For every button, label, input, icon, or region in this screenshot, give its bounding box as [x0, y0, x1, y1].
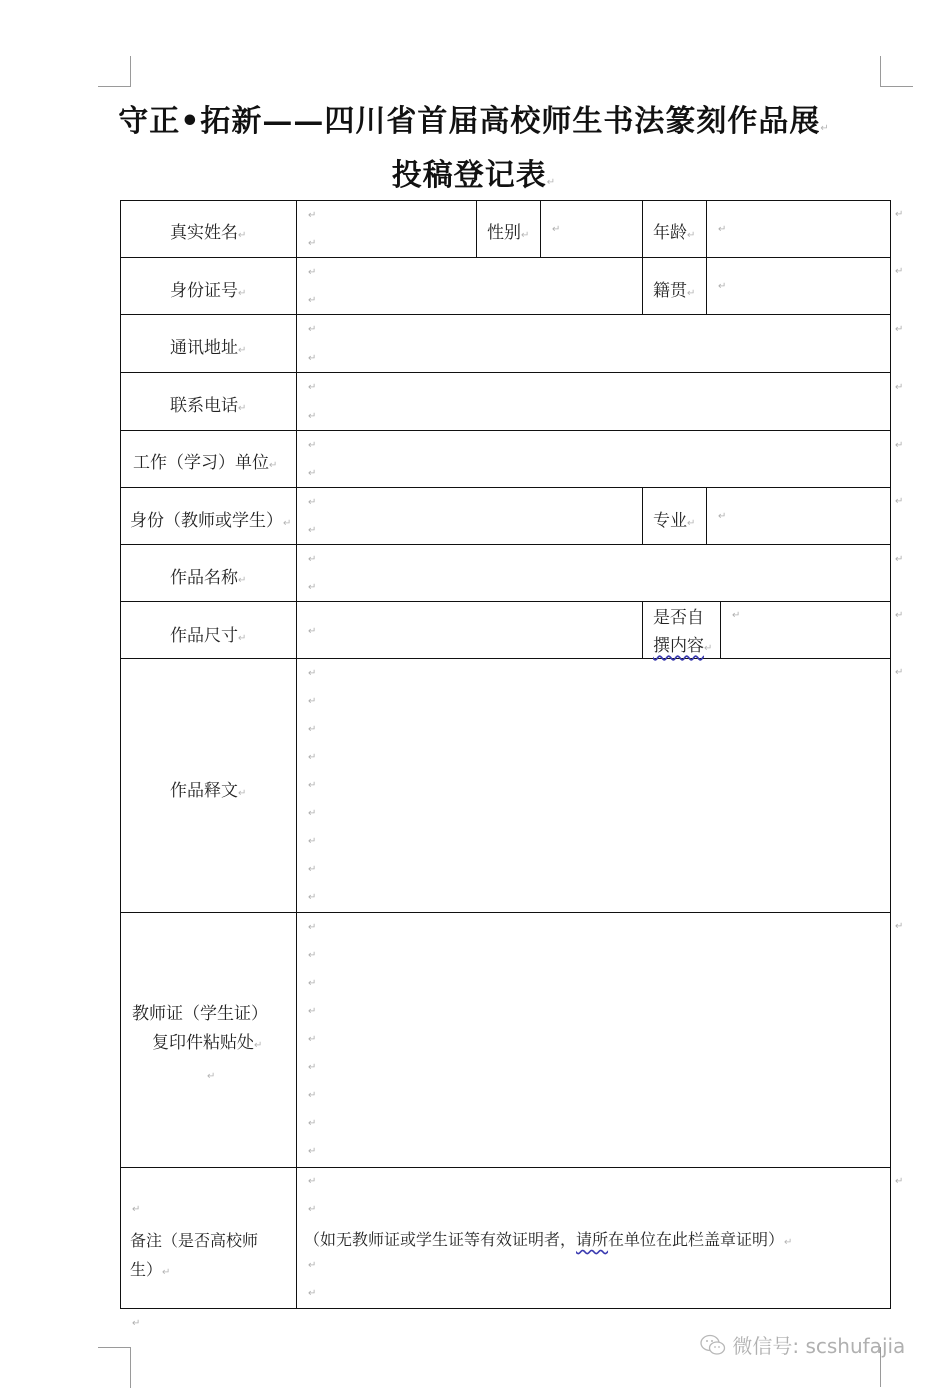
paragraph-mark: ↵	[308, 497, 317, 508]
paragraph-mark: ↵	[308, 1146, 317, 1157]
row-end-mark: ↵	[895, 324, 904, 335]
row-end-mark: ↵	[895, 496, 904, 507]
row-end-mark: ↵	[895, 554, 904, 565]
label-gender: 性别↵	[487, 223, 530, 243]
row-end-mark: ↵	[895, 440, 904, 451]
label-native-place: 籍贯↵	[653, 281, 696, 301]
paragraph-mark: ↵	[308, 668, 317, 679]
paragraph-mark: ↵	[308, 324, 317, 335]
paragraph-mark: ↵	[308, 1062, 317, 1073]
paragraph-mark: ↵	[308, 382, 317, 393]
paragraph-mark: ↵	[308, 554, 317, 565]
paragraph-mark: ↵	[308, 238, 317, 249]
paragraph-mark: ↵	[308, 1204, 317, 1215]
id-number-input[interactable]	[297, 258, 642, 314]
paragraph-mark: ↵	[308, 440, 317, 451]
transcription-textarea[interactable]	[297, 659, 890, 912]
paragraph-mark: ↵	[308, 411, 317, 422]
phone-input[interactable]	[297, 373, 890, 430]
paragraph-mark: ↵	[132, 1318, 141, 1329]
label-certificate-copy: 教师证（学生证） 复印件粘贴处↵ ↵	[132, 1004, 268, 1082]
paragraph-mark: ↵	[308, 525, 317, 536]
paragraph-mark: ↵	[308, 295, 317, 306]
paragraph-mark: ↵	[308, 1034, 317, 1045]
paragraph-mark: ↵	[308, 1090, 317, 1101]
paragraph-mark: ↵	[308, 267, 317, 278]
row-end-mark: ↵	[895, 266, 904, 277]
work-title-input[interactable]	[297, 545, 890, 601]
label-major: 专业↵	[653, 511, 696, 531]
paragraph-mark: ↵	[718, 511, 727, 522]
label-work-title: 作品名称↵	[170, 568, 247, 588]
paragraph-mark: ↵	[308, 922, 317, 933]
row-end-mark: ↵	[895, 382, 904, 393]
paragraph-mark: ↵	[308, 752, 317, 763]
major-input[interactable]	[707, 488, 890, 544]
crop-mark-top-left	[98, 56, 131, 87]
paragraph-mark: ↵	[718, 281, 727, 292]
paragraph-mark: ↵	[308, 468, 317, 479]
paragraph-mark: ↵	[308, 696, 317, 707]
paragraph-mark: ↵	[308, 626, 317, 637]
paragraph-mark: ↵	[308, 1176, 317, 1187]
paragraph-mark: ↵	[308, 864, 317, 875]
paragraph-mark: ↵	[308, 836, 317, 847]
label-work-unit: 工作（学习）单位↵	[133, 453, 278, 473]
label-real-name: 真实姓名↵	[170, 223, 247, 243]
label-self-composed: 是否自 撰内容↵	[653, 608, 713, 656]
paragraph-mark: ↵	[308, 1006, 317, 1017]
row-end-mark: ↵	[895, 667, 904, 678]
crop-mark-bottom-left	[98, 1347, 131, 1388]
label-age: 年龄↵	[653, 223, 696, 243]
label-transcription: 作品释文↵	[170, 781, 247, 801]
label-remarks: 备注（是否高校师 生）↵	[130, 1231, 259, 1279]
identity-input[interactable]	[297, 488, 642, 544]
wechat-icon	[700, 1334, 726, 1361]
paragraph-mark: ↵	[308, 582, 317, 593]
paragraph-mark: ↵	[308, 892, 317, 903]
paragraph-mark: ↵	[132, 1204, 141, 1215]
label-identity: 身份（教师或学生）↵	[130, 511, 292, 531]
certificate-paste-area[interactable]	[297, 913, 890, 1167]
row-end-mark: ↵	[895, 610, 904, 621]
label-phone: 联系电话↵	[170, 396, 247, 416]
label-address: 通讯地址↵	[170, 338, 247, 358]
paragraph-mark: ↵	[308, 950, 317, 961]
paragraph-mark: ↵	[308, 780, 317, 791]
native-place-input[interactable]	[707, 258, 890, 314]
wechat-watermark: 微信号: scshufajia	[700, 1330, 905, 1361]
paragraph-mark: ↵	[732, 610, 741, 621]
document-title: 守正•拓新——四川省首届高校师生书法篆刻作品展↵	[118, 104, 830, 139]
paragraph-mark: ↵	[308, 1118, 317, 1129]
paragraph-mark: ↵	[308, 1260, 317, 1271]
label-id-number: 身份证号↵	[170, 281, 247, 301]
row-end-mark: ↵	[895, 209, 904, 220]
document-subtitle: 投稿登记表↵	[391, 158, 557, 193]
paragraph-mark: ↵	[308, 724, 317, 735]
paragraph-mark: ↵	[308, 1288, 317, 1299]
address-input[interactable]	[297, 315, 890, 372]
paragraph-mark: ↵	[308, 978, 317, 989]
crop-mark-top-right	[880, 56, 913, 87]
label-work-size: 作品尺寸↵	[170, 626, 247, 646]
row-end-mark: ↵	[895, 921, 904, 932]
paragraph-mark: ↵	[308, 808, 317, 819]
self-composed-input[interactable]	[721, 602, 890, 658]
paragraph-mark: ↵	[718, 224, 727, 235]
work-unit-input[interactable]	[297, 431, 890, 487]
age-input[interactable]	[707, 201, 890, 257]
row-end-mark: ↵	[895, 1176, 904, 1187]
paragraph-mark: ↵	[552, 224, 561, 235]
remarks-instruction: （如无教师证或学生证等有效证明者，请所在单位在此栏盖章证明）↵	[304, 1230, 793, 1249]
work-size-input[interactable]	[297, 602, 642, 658]
real-name-input[interactable]	[297, 201, 476, 257]
paragraph-mark: ↵	[308, 353, 317, 364]
paragraph-mark: ↵	[308, 210, 317, 221]
